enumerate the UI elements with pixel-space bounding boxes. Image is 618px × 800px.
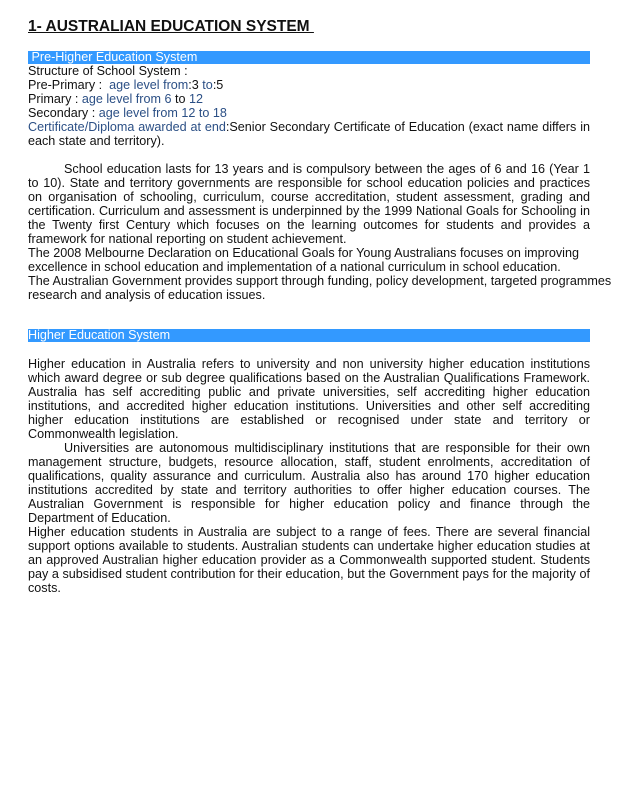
section-heading-higher: Higher Education System <box>28 329 590 342</box>
document-title: 1- AUSTRALIAN EDUCATION SYSTEM <box>28 18 314 35</box>
paragraph-line: excellence in school education and implementation of a national curriculum in school education. <box>28 260 561 274</box>
structure-label: Structure of School System : <box>28 64 188 78</box>
level-range-part: to <box>202 78 213 92</box>
level-range-part: age level from 6 <box>81 92 175 106</box>
section-heading-pre-higher: Pre-Higher Education System <box>28 51 590 64</box>
level-range-part: :3 <box>188 78 203 92</box>
level-range-part: 12 <box>185 92 204 106</box>
higher-education-text <box>28 357 590 595</box>
certificate-label: Certificate/Diploma awarded at end <box>28 120 226 134</box>
paragraph: School education lasts for 13 years and is compulsory between the ages of 6 and 16 (Year 1 to 10). State and territory governments are responsible for school education policies and practices on organisation of schooling, curriculum, course accreditation, student assessment, grading and certification. Curriculum and assessment is underpinned by the 1999 National Goals for Schooling in the Twenty first Century which focuses on the learning outcomes for students and provides a framework for national reporting on student achievement. <box>28 162 590 246</box>
level-label: Primary : <box>28 92 82 106</box>
level-label: Pre-Primary : <box>28 78 110 92</box>
paragraph-line: The Australian Government provides support through funding, policy development, targeted programmes <box>28 274 612 288</box>
level-primary <box>28 92 590 106</box>
school-structure-list <box>28 64 590 120</box>
paragraph-line: The 2008 Melbourne Declaration on Educational Goals for Young Australians focuses on improving <box>28 246 579 260</box>
school-education-text <box>28 162 612 302</box>
certificate-line <box>28 120 590 148</box>
level-range-part: :5 <box>212 78 224 92</box>
certificate-value: :Senior Secondary Certificate of Education (exact name differs in each state and territory). <box>28 120 590 148</box>
level-range-part: to <box>174 92 186 106</box>
level-label: Secondary : <box>28 106 99 120</box>
level-range-part: age level from 12 to 18 <box>98 106 227 120</box>
paragraph: Higher education students in Australia are subject to a range of fees. There are several financial support options available to students. Australian students can undertake higher education studies at an approved Australian higher education provider as a Commonwealth supported student. Students pay a subsidised student contribution for their education, but the Government pays for the majority of costs. <box>28 525 590 595</box>
level-range-part: age level from <box>109 78 189 92</box>
level-secondary <box>28 106 590 120</box>
paragraph: Higher education in Australia refers to university and non university higher education institutions which award degree or sub degree qualifications based on the Australian Qualifications Framework. Australia has self accrediting public and private universities, self accrediting higher education institutions, and accredited higher education institutions. Universities and other self accrediting higher education institutions are established or recognised under state and territory or Commonwealth legislation. <box>28 357 590 441</box>
paragraph-line: research and analysis of education issues. <box>28 288 266 302</box>
level-pre-primary <box>28 78 590 92</box>
paragraph: Universities are autonomous multidisciplinary institutions that are responsible for their own management structure, budgets, resource allocation, staff, student enrolments, accreditation of qualifications, quality assurance and curriculum. Australia also has around 170 higher education institutions accredited by state and territory authorities to offer higher education courses. The Australian Government is responsible for higher education policy and finance through the Department of Education. <box>28 441 590 525</box>
